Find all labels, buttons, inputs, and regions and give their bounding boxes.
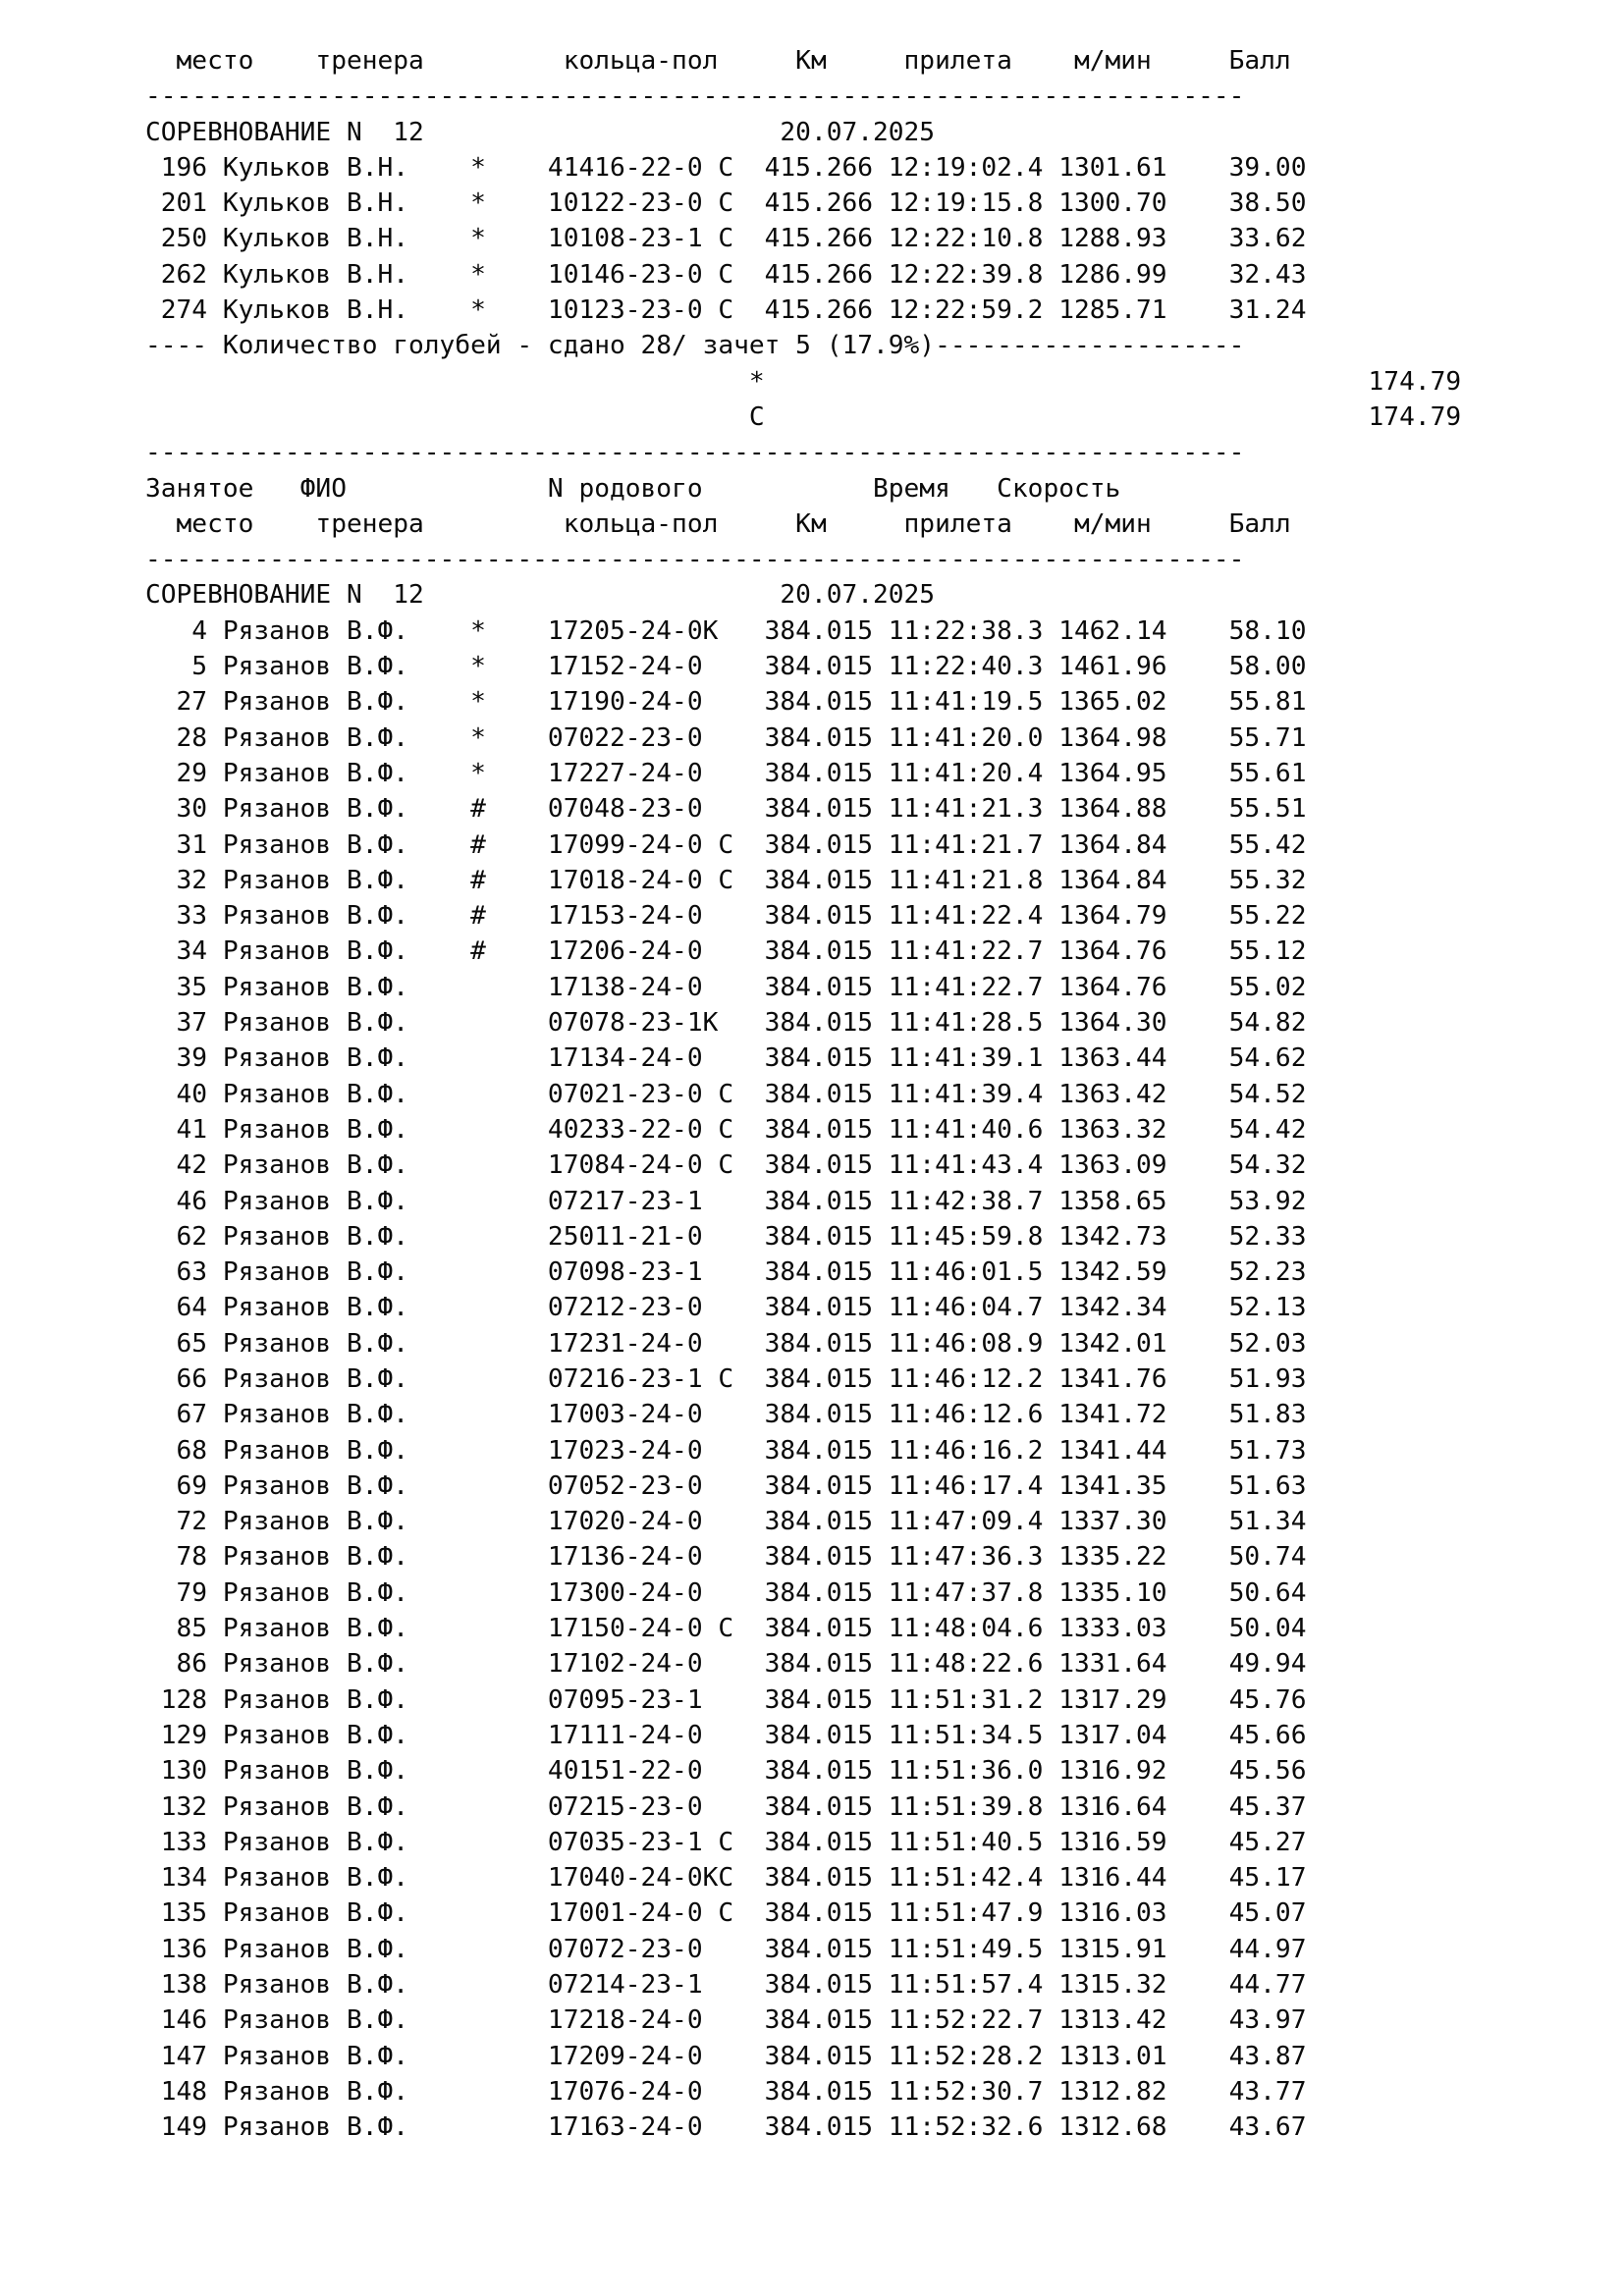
listing-line: 148 Рязанов В.Ф. 17076-24-0 384.015 11:52:30.7 1312.82 43.77	[145, 2076, 1307, 2107]
listing-line: 132 Рязанов В.Ф. 07215-23-0 384.015 11:51:39.8 1316.64 45.37	[145, 1791, 1307, 1822]
listing-line: 31 Рязанов В.Ф. # 17099-24-0 С 384.015 11:41:21.7 1364.84 55.42	[145, 829, 1307, 860]
listing-line: 146 Рязанов В.Ф. 17218-24-0 384.015 11:52:22.7 1313.42 43.97	[145, 2005, 1307, 2036]
listing-line: 66 Рязанов В.Ф. 07216-23-1 С 384.015 11:46:12.2 1341.76 51.93	[145, 1363, 1307, 1394]
listing-line: 135 Рязанов В.Ф. 17001-24-0 С 384.015 11:51:47.9 1316.03 45.07	[145, 1898, 1307, 1929]
listing-line: 29 Рязанов В.Ф. * 17227-24-0 384.015 11:41:20.4 1364.95 55.61	[145, 758, 1307, 788]
listing-line: 147 Рязанов В.Ф. 17209-24-0 384.015 11:52:28.2 1313.01 43.87	[145, 2041, 1307, 2071]
listing-line: 130 Рязанов В.Ф. 40151-22-0 384.015 11:51:36.0 1316.92 45.56	[145, 1756, 1307, 1787]
listing-line: 79 Рязанов В.Ф. 17300-24-0 384.015 11:47:37.8 1335.10 50.64	[145, 1577, 1307, 1608]
listing-line: 33 Рязанов В.Ф. # 17153-24-0 384.015 11:41:22.4 1364.79 55.22	[145, 901, 1307, 932]
listing-line: 201 Кульков В.Н. * 10122-23-0 С 415.266 12:19:15.8 1300.70 38.50	[145, 188, 1307, 219]
listing-line: 27 Рязанов В.Ф. * 17190-24-0 384.015 11:41:19.5 1365.02 55.81	[145, 687, 1307, 718]
listing-line: -----------------------------------------------------------------------	[145, 545, 1245, 575]
listing-line: 32 Рязанов В.Ф. # 17018-24-0 С 384.015 11:41:21.8 1364.84 55.32	[145, 865, 1307, 895]
listing-line: 196 Кульков В.Н. * 41416-22-0 С 415.266 12:19:02.4 1301.61 39.00	[145, 152, 1307, 183]
listing-line: 62 Рязанов В.Ф. 25011-21-0 384.015 11:45:59.8 1342.73 52.33	[145, 1221, 1307, 1252]
listing-line: 41 Рязанов В.Ф. 40233-22-0 С 384.015 11:41:40.6 1363.32 54.42	[145, 1114, 1307, 1145]
listing-line: 133 Рязанов В.Ф. 07035-23-1 С 384.015 11:51:40.5 1316.59 45.27	[145, 1827, 1307, 1857]
listing-line: 274 Кульков В.Н. * 10123-23-0 С 415.266 12:22:59.2 1285.71 31.24	[145, 295, 1307, 326]
listing-line: С 174.79	[145, 401, 1462, 432]
listing-line: 129 Рязанов В.Ф. 17111-24-0 384.015 11:51:34.5 1317.04 45.66	[145, 1720, 1307, 1750]
listing-line: 35 Рязанов В.Ф. 17138-24-0 384.015 11:41:22.7 1364.76 55.02	[145, 972, 1307, 1002]
listing-line: 136 Рязанов В.Ф. 07072-23-0 384.015 11:51:49.5 1315.91 44.97	[145, 1934, 1307, 1964]
listing-line: 30 Рязанов В.Ф. # 07048-23-0 384.015 11:41:21.3 1364.88 55.51	[145, 794, 1307, 825]
listing-line: * 174.79	[145, 366, 1462, 397]
listing-line: 86 Рязанов В.Ф. 17102-24-0 384.015 11:48:22.6 1331.64 49.94	[145, 1649, 1307, 1680]
listing-line: 250 Кульков В.Н. * 10108-23-1 С 415.266 12:22:10.8 1288.93 33.62	[145, 224, 1307, 254]
listing-line: Занятое ФИО N родового Время Скорость	[145, 473, 1121, 504]
listing-line: 5 Рязанов В.Ф. * 17152-24-0 384.015 11:22:40.3 1461.96 58.00	[145, 652, 1307, 682]
listing-line: 72 Рязанов В.Ф. 17020-24-0 384.015 11:47:09.4 1337.30 51.34	[145, 1507, 1307, 1537]
listing-line: 46 Рязанов В.Ф. 07217-23-1 384.015 11:42:38.7 1358.65 53.92	[145, 1186, 1307, 1216]
listing-line: 65 Рязанов В.Ф. 17231-24-0 384.015 11:46:08.9 1342.01 52.03	[145, 1328, 1307, 1359]
listing-line: ---- Количество голубей - сдано 28/ зачет 5 (17.9%)--------------------	[145, 331, 1245, 361]
listing-line: место тренера кольца-пол Км прилета м/мин Балл	[145, 508, 1291, 539]
listing-line: 134 Рязанов В.Ф. 17040-24-0КС 384.015 11:51:42.4 1316.44 45.17	[145, 1863, 1307, 1894]
listing-line: СОРЕВНОВАНИЕ N 12 20.07.2025	[145, 117, 936, 147]
listing-line: 34 Рязанов В.Ф. # 17206-24-0 384.015 11:41:22.7 1364.76 55.12	[145, 936, 1307, 967]
report-sheet	[145, 43, 1579, 2146]
listing-line: 128 Рязанов В.Ф. 07095-23-1 384.015 11:51:31.2 1317.29 45.76	[145, 1684, 1307, 1715]
listing-line: 40 Рязанов В.Ф. 07021-23-0 С 384.015 11:41:39.4 1363.42 54.52	[145, 1079, 1307, 1109]
listing-line: 4 Рязанов В.Ф. * 17205-24-0К 384.015 11:22:38.3 1462.14 58.10	[145, 615, 1307, 646]
listing-line: 64 Рязанов В.Ф. 07212-23-0 384.015 11:46:04.7 1342.34 52.13	[145, 1293, 1307, 1323]
listing-line: -----------------------------------------------------------------------	[145, 81, 1245, 112]
listing-line: 28 Рязанов В.Ф. * 07022-23-0 384.015 11:41:20.0 1364.98 55.71	[145, 722, 1307, 753]
listing-line: место тренера кольца-пол Км прилета м/мин Балл	[145, 46, 1291, 76]
listing-line: 37 Рязанов В.Ф. 07078-23-1К 384.015 11:41:28.5 1364.30 54.82	[145, 1008, 1307, 1039]
listing-line: 68 Рязанов В.Ф. 17023-24-0 384.015 11:46:16.2 1341.44 51.73	[145, 1435, 1307, 1466]
listing-line: 262 Кульков В.Н. * 10146-23-0 С 415.266 12:22:39.8 1286.99 32.43	[145, 259, 1307, 290]
listing-line: 63 Рязанов В.Ф. 07098-23-1 384.015 11:46:01.5 1342.59 52.23	[145, 1257, 1307, 1288]
listing-line: -----------------------------------------------------------------------	[145, 438, 1245, 468]
listing-line: СОРЕВНОВАНИЕ N 12 20.07.2025	[145, 580, 936, 611]
listing-line: 69 Рязанов В.Ф. 07052-23-0 384.015 11:46:17.4 1341.35 51.63	[145, 1470, 1307, 1501]
report-listing	[145, 43, 1579, 2146]
listing-line: 138 Рязанов В.Ф. 07214-23-1 384.015 11:51:57.4 1315.32 44.77	[145, 1970, 1307, 2001]
listing-line: 39 Рязанов В.Ф. 17134-24-0 384.015 11:41:39.1 1363.44 54.62	[145, 1043, 1307, 1074]
listing-line: 42 Рязанов В.Ф. 17084-24-0 С 384.015 11:41:43.4 1363.09 54.32	[145, 1150, 1307, 1181]
listing-line: 85 Рязанов В.Ф. 17150-24-0 С 384.015 11:48:04.6 1333.03 50.04	[145, 1614, 1307, 1644]
listing-line: 149 Рязанов В.Ф. 17163-24-0 384.015 11:52:32.6 1312.68 43.67	[145, 2112, 1307, 2143]
listing-line: 67 Рязанов В.Ф. 17003-24-0 384.015 11:46:12.6 1341.72 51.83	[145, 1400, 1307, 1430]
listing-line: 78 Рязанов В.Ф. 17136-24-0 384.015 11:47:36.3 1335.22 50.74	[145, 1542, 1307, 1573]
